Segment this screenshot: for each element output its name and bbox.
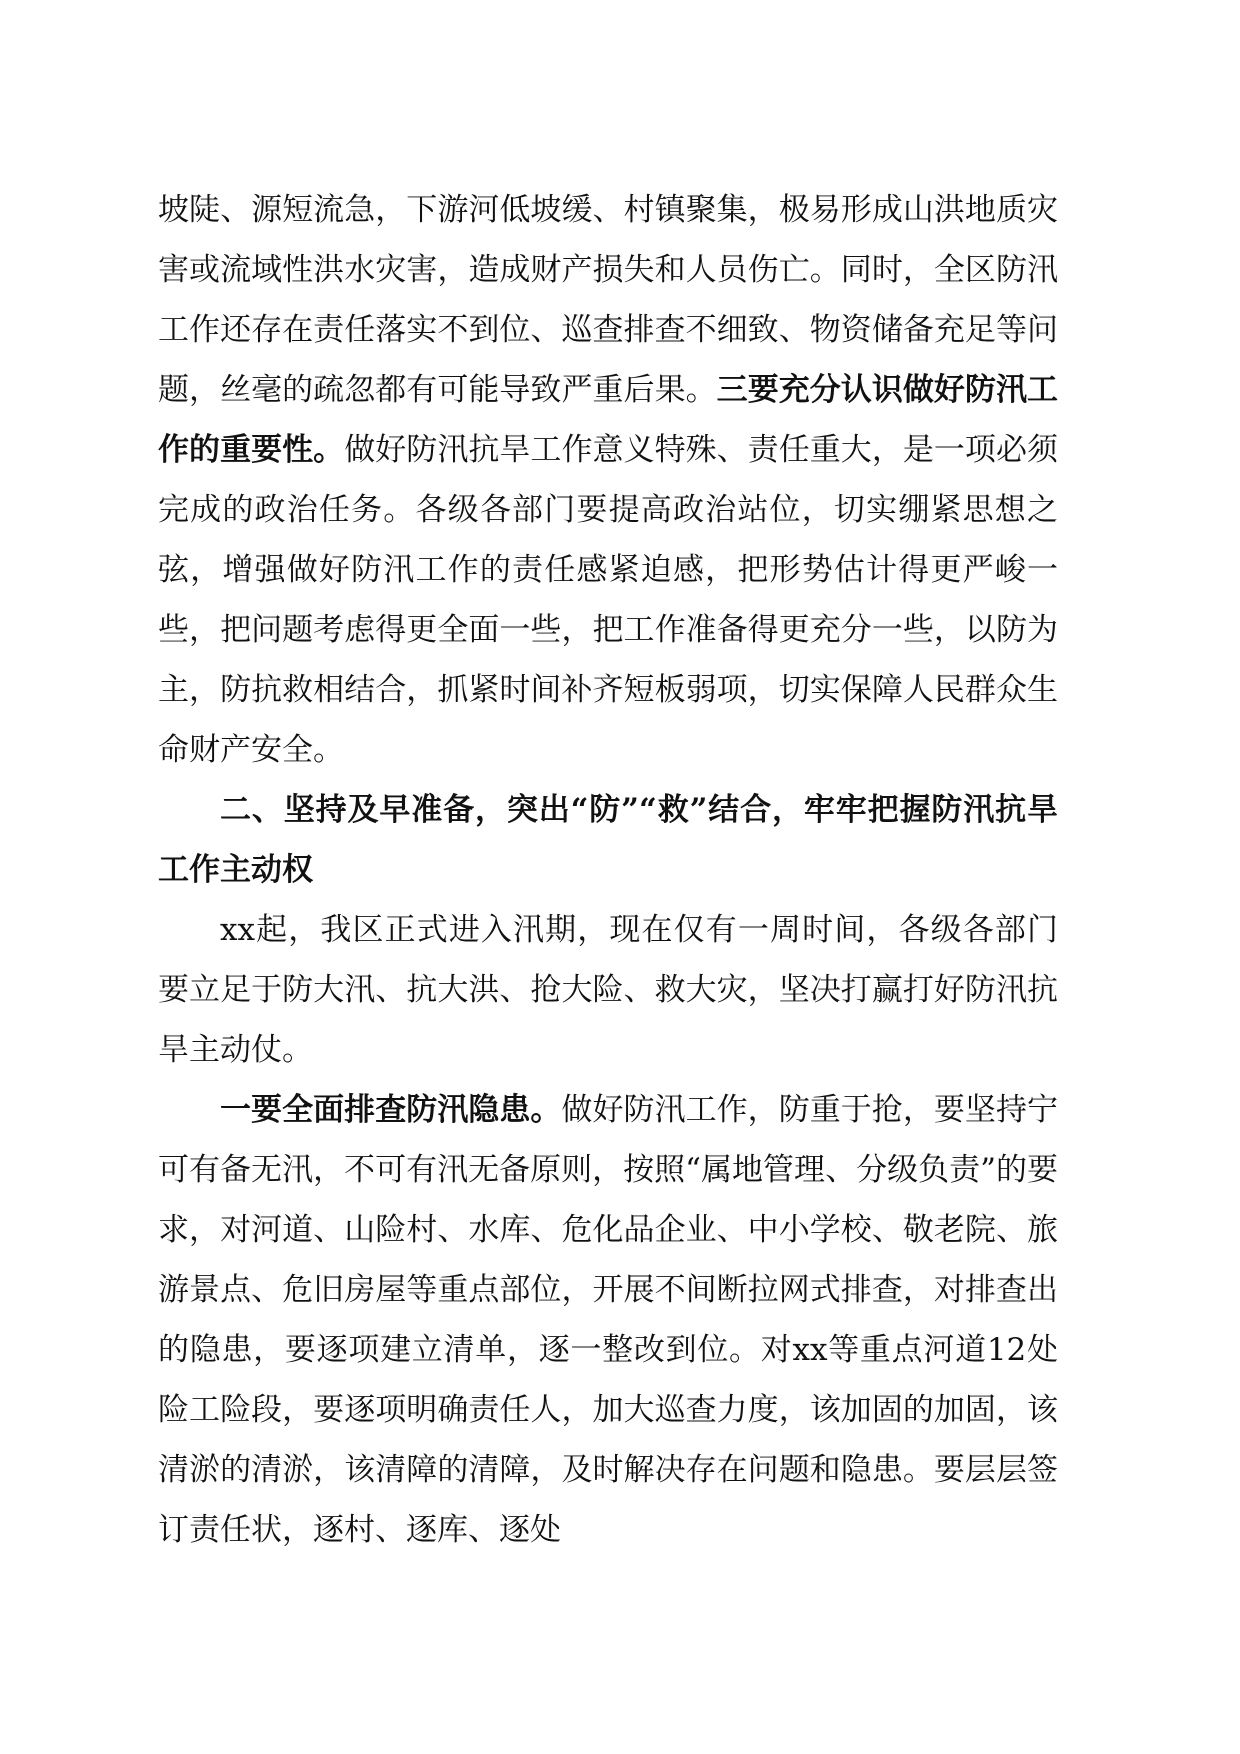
- paragraph-text: 做好防汛抗旱工作意义特殊、责任重大，是一项必须完成的政治任务。各级各部门要提高政治站位，切实绷紧思想之弦，增强做好防汛工作的责任感紧迫感，把形势估计得更严峻一些，把问题考虑得更全面一些，把工作准备得更充分一些，以防为主，防抗救相结合，抓紧时间补齐短板弱项，切实保障人民群众生命财产安全。: [158, 432, 1059, 768]
- section-heading: 二、坚持及早准备，突出“防”“救”结合，牢牢把握防汛抗旱工作主动权: [158, 792, 1058, 888]
- paragraph-continuation: [158, 180, 1058, 780]
- paragraph-text: 坡陡、源短流急，下游河低坡缓、村镇聚集，极易形成山洪地质灾害或流域性洪水灾害，造成财产损失和人员伤亡。同时，全区防汛工作还存在责任落实不到位、巡查排查不细致、物资储备充足等问题，丝毫的疏忽都有可能导致严重后果。: [158, 192, 1058, 408]
- paragraph-intro: xx起，我区正式进入汛期，现在仅有一周时间，各级各部门要立足于防大汛、抗大洪、抢大险、救大灾，坚决打赢打好防汛抗旱主动仗。: [158, 912, 1058, 1068]
- bold-lead-sentence: 一要全面排查防汛隐患。: [220, 1092, 562, 1128]
- bold-lead-sentence: 三要充分认识做好防汛工作的重要性。: [158, 372, 1059, 468]
- paragraph-text: 做好防汛工作，防重于抢，要坚持宁可有备无汛，不可有汛无备原则，按照“属地管理、分级负责”的要求，对河道、山险村、水库、危化品企业、中小学校、敬老院、旅游景点、危旧房屋等重点部位，开展不间断拉网式排查，对排查出的隐患，要逐项建立清单，逐一整改到位。对xx等重点河道12处险工险段，要逐项明确责任人，加大巡查力度，该加固的加固，该清淤的清淤，该清障的清障，及时解决存在问题和隐患。要层层签订责任状，逐村、逐库、逐处: [158, 1092, 1058, 1548]
- document-page: [158, 180, 1058, 1560]
- paragraph-item-one: [158, 1080, 1058, 1560]
